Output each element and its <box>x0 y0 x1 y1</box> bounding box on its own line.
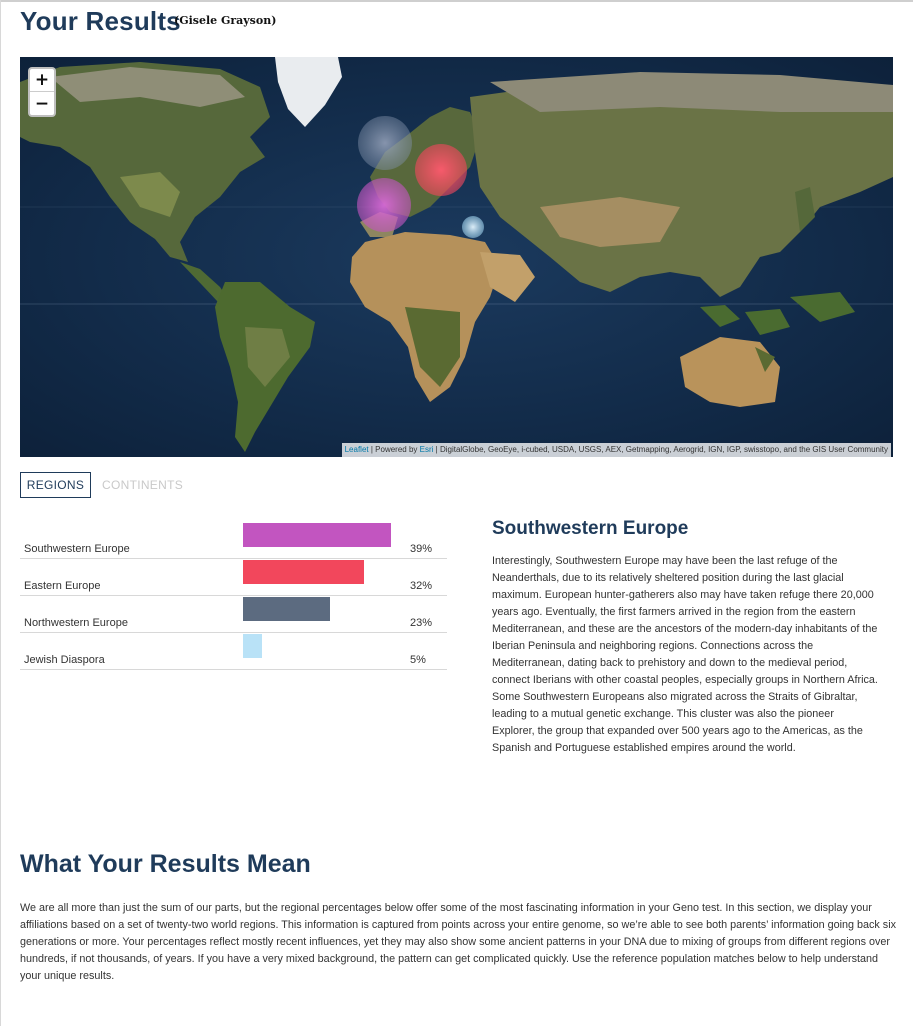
satellite-map-imagery <box>20 57 893 457</box>
attribution-powered-by: | Powered by <box>368 445 420 454</box>
region-percent: 39% <box>410 543 433 555</box>
section-title: What Your Results Mean <box>20 850 311 878</box>
marker-jewish-diaspora[interactable] <box>462 216 484 238</box>
left-border <box>0 0 1 1026</box>
region-name: Jewish Diaspora <box>24 654 105 666</box>
esri-link[interactable]: Esri <box>419 445 434 454</box>
region-name: Northwestern Europe <box>24 617 128 629</box>
tab-continents[interactable]: CONTINENTS <box>102 478 183 492</box>
section-text: We are all more than just the sum of our parts, but the regional percentages below offer some of the most fascinating information in your Geno test. In this section, we display your affiliations based on a set of twenty-two world regions. This information is captured from points across your entire genome, so we’re able to see both parents’ information going back six generations or more. Your percentages reflect mostly recent influences, yet they may also show some ancient patterns in your DNA due to mixing of groups from different regions over hundreds, if not thousands, of years. If you have a very mixed background, the pattern can get complicated quickly. Use the reference population matches below to help understand your unique results. <box>20 902 897 982</box>
marker-southwestern-europe[interactable] <box>357 178 411 232</box>
user-name: (Gisele Grayson) <box>174 14 277 27</box>
zoom-in-button[interactable]: + <box>30 69 54 92</box>
region-row-northwestern-europe[interactable] <box>20 597 447 633</box>
map-attribution <box>342 443 891 457</box>
zoom-control <box>28 67 56 117</box>
region-bar <box>243 597 330 621</box>
marker-eastern-europe[interactable] <box>415 144 467 196</box>
region-percent: 32% <box>410 580 433 592</box>
marker-northwestern-europe[interactable] <box>358 116 412 170</box>
attribution-sources: | DigitalGlobe, GeoEye, i-cubed, USDA, USGS, AEX, Getmapping, Aerogrid, IGN, IGP, swisstopo, and the GIS User Community <box>433 445 888 454</box>
region-name: Eastern Europe <box>24 580 101 592</box>
region-bar <box>243 523 391 547</box>
region-detail-text: Interestingly, Southwestern Europe may have been the last refuge of the Neanderthals, due to its relatively sheltered position during the last glacial maximum. European hunter-gatherers also may have taken refuge there 20,000 years ago. Eventually, the first farmers arrived in the region from the eastern Mediterranean, and these are the ancestors of the modern-day inhabitants of the Iberian Peninsula and neighboring regions. Connections across the Mediterranean, dating back to prehistory and down to the medieval period, connect Iberians with other coastal peoples, especially groups in Northern Africa. Some Southwestern Europeans also migrated across the Straits of Gibraltar, leading to a mutual genetic exchange. This cluster was also the pioneer Explorer, the group that expanded over 500 years ago to the Americas, as the Spanish and Portuguese established empires around the world. <box>492 555 878 754</box>
world-map[interactable] <box>20 57 893 457</box>
leaflet-link[interactable]: Leaflet <box>344 445 369 454</box>
region-row-eastern-europe[interactable] <box>20 560 447 596</box>
region-name: Southwestern Europe <box>24 543 130 555</box>
region-detail-title: Southwestern Europe <box>492 518 689 539</box>
region-bar <box>243 634 262 658</box>
top-border <box>0 0 913 2</box>
tab-regions[interactable]: REGIONS <box>20 472 91 498</box>
region-percent: 5% <box>410 654 426 666</box>
region-row-southwestern-europe[interactable] <box>20 523 447 559</box>
page-title: Your Results <box>20 6 181 36</box>
region-row-jewish-diaspora[interactable] <box>20 634 447 670</box>
zoom-out-button[interactable]: − <box>34 93 50 114</box>
region-percent: 23% <box>410 617 433 629</box>
region-bar <box>243 560 364 584</box>
